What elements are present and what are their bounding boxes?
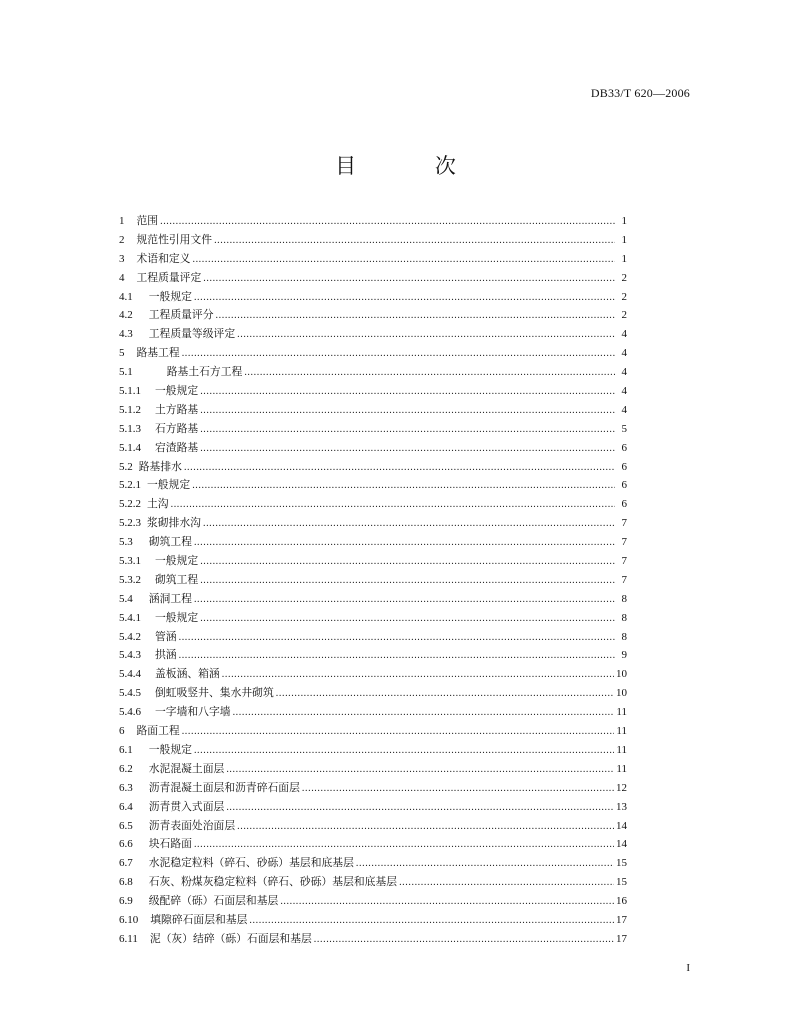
toc-entry[interactable] bbox=[119, 873, 627, 892]
toc-entry-page: 7 bbox=[621, 555, 627, 568]
toc-entry[interactable] bbox=[119, 722, 627, 741]
toc-entry-title: 一般规定 bbox=[155, 554, 199, 568]
toc-entry[interactable] bbox=[119, 552, 627, 571]
toc-entry-title: 土沟 bbox=[147, 497, 169, 511]
dot-leader bbox=[226, 799, 614, 817]
toc-entry[interactable] bbox=[119, 514, 627, 533]
toc-entry-number: 5.4.1 bbox=[119, 611, 141, 624]
toc-entry-page: 1 bbox=[621, 252, 627, 265]
toc-entry-title: 工程质量评分 bbox=[148, 308, 214, 322]
dot-leader bbox=[200, 421, 615, 439]
toc-entry-title: 路基排水 bbox=[138, 459, 182, 473]
toc-entry[interactable] bbox=[119, 646, 627, 665]
toc-entry-title: 水泥混凝土面层 bbox=[148, 761, 225, 775]
toc-entry-number: 3 bbox=[119, 252, 125, 265]
toc-entry-title: 块石路面 bbox=[148, 837, 192, 851]
toc-entry-number: 5.4.2 bbox=[119, 630, 141, 643]
toc-entry-number: 6.11 bbox=[119, 932, 138, 945]
toc-entry-page: 8 bbox=[621, 630, 627, 643]
dot-leader bbox=[244, 364, 615, 382]
toc-entry-page: 11 bbox=[616, 706, 627, 719]
toc-entry-page: 15 bbox=[616, 857, 627, 870]
toc-entry[interactable] bbox=[119, 288, 627, 307]
toc-entry-page: 6 bbox=[621, 479, 627, 492]
toc-entry-title: 路基土石方工程 bbox=[166, 365, 243, 379]
toc-entry-title: 倒虹吸竖井、集水井砌筑 bbox=[155, 686, 274, 700]
dot-leader bbox=[203, 270, 615, 288]
toc-entry[interactable] bbox=[119, 628, 627, 647]
dot-leader bbox=[200, 572, 615, 590]
toc-entry[interactable] bbox=[119, 458, 627, 477]
toc-entry-page: 11 bbox=[616, 762, 627, 775]
dot-leader bbox=[237, 326, 615, 344]
toc-entry-title: 范围 bbox=[136, 214, 159, 227]
toc-entry-title: 工程质量等级评定 bbox=[148, 327, 236, 341]
dot-leader bbox=[194, 591, 615, 609]
toc-entry-page: 10 bbox=[616, 687, 627, 700]
toc-entry-page: 6 bbox=[621, 498, 627, 511]
table-of-contents bbox=[119, 212, 627, 949]
toc-entry-title: 一字墙和八字墙 bbox=[155, 705, 231, 719]
dot-leader bbox=[182, 345, 615, 363]
toc-entry-page: 17 bbox=[616, 932, 627, 945]
dot-leader bbox=[179, 629, 615, 647]
toc-entry[interactable] bbox=[119, 382, 627, 401]
toc-entry[interactable] bbox=[119, 420, 627, 439]
dot-leader bbox=[184, 459, 615, 477]
toc-entry-page: 8 bbox=[621, 611, 627, 624]
toc-entry-page: 4 bbox=[621, 366, 627, 379]
toc-entry-page: 12 bbox=[616, 781, 627, 794]
toc-entry[interactable] bbox=[119, 231, 627, 250]
toc-entry-number: 5.1.4 bbox=[119, 441, 141, 454]
toc-entry-page: 7 bbox=[621, 573, 627, 586]
toc-entry-number: 5.4.4 bbox=[119, 668, 141, 681]
toc-entry-title: 术语和定义 bbox=[136, 251, 191, 265]
toc-entry-page: 13 bbox=[616, 800, 627, 813]
toc-entry-title: 沥青贯入式面层 bbox=[148, 799, 225, 813]
dot-leader bbox=[356, 855, 614, 873]
dot-leader bbox=[194, 836, 614, 854]
toc-entry-page: 8 bbox=[621, 592, 627, 605]
toc-entry-page: 14 bbox=[616, 819, 627, 832]
dot-leader bbox=[192, 477, 615, 495]
toc-entry-page: 10 bbox=[616, 668, 627, 681]
dot-leader bbox=[200, 440, 615, 458]
toc-entry-number: 5.1 bbox=[119, 366, 133, 379]
toc-entry-number: 6.7 bbox=[119, 857, 133, 870]
dot-leader bbox=[399, 874, 614, 892]
toc-entry[interactable] bbox=[119, 892, 627, 911]
toc-entry-title: 涵洞工程 bbox=[148, 591, 192, 605]
toc-entry-title: 填隙碎石面层和基层 bbox=[150, 912, 248, 926]
toc-entry-number: 5.1.1 bbox=[119, 385, 141, 398]
dot-leader bbox=[302, 780, 614, 798]
toc-entry-page: 4 bbox=[621, 347, 627, 360]
toc-entry-title: 一般规定 bbox=[148, 289, 192, 303]
toc-entry-page: 2 bbox=[621, 290, 627, 303]
toc-entry-title: 级配碎（砾）石面层和基层 bbox=[148, 894, 279, 908]
toc-entry-title: 石方路基 bbox=[155, 421, 199, 435]
toc-entry-number: 6.5 bbox=[119, 819, 133, 832]
dot-leader bbox=[222, 666, 614, 684]
toc-entry-page: 15 bbox=[616, 876, 627, 889]
dot-leader bbox=[179, 647, 615, 665]
toc-entry-title: 砌筑工程 bbox=[155, 572, 199, 586]
toc-entry-number: 5.3 bbox=[119, 536, 133, 549]
dot-leader bbox=[314, 931, 614, 949]
toc-entry-number: 6.8 bbox=[119, 876, 133, 889]
toc-entry-page: 11 bbox=[616, 725, 627, 738]
toc-entry-number: 6 bbox=[119, 725, 125, 738]
toc-entry-number: 6.4 bbox=[119, 800, 133, 813]
dot-leader bbox=[249, 912, 614, 930]
toc-entry[interactable] bbox=[119, 817, 627, 836]
toc-entry[interactable] bbox=[119, 798, 627, 817]
toc-entry-title: 砌筑工程 bbox=[148, 535, 192, 549]
dot-leader bbox=[237, 818, 614, 836]
toc-entry-page: 11 bbox=[616, 743, 627, 756]
dot-leader bbox=[216, 307, 615, 325]
toc-entry-page: 4 bbox=[621, 385, 627, 398]
toc-entry-page: 16 bbox=[616, 895, 627, 908]
toc-entry-title: 路面工程 bbox=[136, 724, 180, 738]
toc-entry-title: 路基工程 bbox=[136, 346, 180, 360]
toc-entry-number: 5.2.2 bbox=[119, 498, 141, 511]
toc-entry[interactable] bbox=[119, 930, 627, 949]
toc-entry-page: 7 bbox=[621, 536, 627, 549]
dot-leader bbox=[233, 704, 615, 722]
toc-entry-number: 1 bbox=[119, 215, 125, 227]
toc-entry[interactable] bbox=[119, 212, 627, 231]
toc-entry-number: 5.4.3 bbox=[119, 649, 141, 662]
toc-entry[interactable] bbox=[119, 533, 627, 552]
toc-entry[interactable] bbox=[119, 306, 627, 325]
dot-leader bbox=[214, 232, 615, 250]
toc-entry-page: 4 bbox=[621, 328, 627, 341]
toc-entry-page: 1 bbox=[621, 233, 627, 246]
toc-entry-page: 4 bbox=[621, 403, 627, 416]
toc-entry-title: 宕渣路基 bbox=[155, 440, 199, 454]
toc-entry-page: 14 bbox=[616, 838, 627, 851]
dot-leader bbox=[171, 496, 615, 514]
toc-entry-title: 石灰、粉煤灰稳定粒料（碎石、砂砾）基层和底基层 bbox=[148, 875, 398, 889]
dot-leader bbox=[276, 685, 614, 703]
dot-leader bbox=[280, 893, 614, 911]
dot-leader bbox=[194, 534, 615, 552]
toc-entry-title: 一般规定 bbox=[147, 478, 191, 492]
toc-entry-number: 6.9 bbox=[119, 895, 133, 908]
toc-entry[interactable] bbox=[119, 779, 627, 798]
dot-leader bbox=[192, 251, 615, 269]
toc-entry[interactable] bbox=[119, 250, 627, 269]
toc-entry-title: 土方路基 bbox=[155, 402, 199, 416]
toc-entry-title: 管涵 bbox=[155, 629, 177, 643]
toc-entry-title: 盖板涵、箱涵 bbox=[155, 667, 220, 681]
dot-leader bbox=[200, 610, 615, 628]
toc-entry-title: 沥青混凝土面层和沥青碎石面层 bbox=[148, 780, 300, 794]
toc-entry[interactable] bbox=[119, 760, 627, 779]
dot-leader bbox=[160, 213, 615, 231]
toc-entry-title: 一般规定 bbox=[155, 384, 199, 398]
toc-entry-title: 规范性引用文件 bbox=[136, 232, 213, 246]
toc-entry[interactable] bbox=[119, 609, 627, 628]
toc-entry-number: 2 bbox=[119, 233, 125, 246]
toc-entry-title: 泥（灰）结碎（砾）石面层和基层 bbox=[149, 931, 312, 945]
toc-entry-title: 水泥稳定粒料（碎石、砂砾）基层和底基层 bbox=[148, 856, 354, 870]
dot-leader bbox=[226, 761, 614, 779]
page-number: I bbox=[686, 962, 690, 974]
toc-entry-page: 6 bbox=[621, 460, 627, 473]
toc-entry-page: 2 bbox=[621, 271, 627, 284]
dot-leader bbox=[182, 723, 615, 741]
toc-entry-number: 5.4 bbox=[119, 592, 133, 605]
toc-entry-number: 5 bbox=[119, 347, 125, 360]
toc-entry[interactable] bbox=[119, 495, 627, 514]
toc-entry-title: 拱涵 bbox=[155, 648, 177, 662]
page-title: 目 次 bbox=[335, 154, 492, 178]
toc-entry[interactable] bbox=[119, 439, 627, 458]
toc-entry-title: 浆砌排水沟 bbox=[147, 516, 201, 530]
toc-entry-page: 7 bbox=[621, 517, 627, 530]
toc-entry-number: 5.1.2 bbox=[119, 403, 141, 416]
toc-entry[interactable] bbox=[119, 344, 627, 363]
toc-entry-page: 1 bbox=[621, 215, 627, 227]
toc-entry-number: 6.2 bbox=[119, 762, 133, 775]
toc-entry-number: 4.3 bbox=[119, 328, 133, 341]
toc-entry-number: 5.2 bbox=[119, 460, 133, 473]
toc-entry-title: 一般规定 bbox=[148, 742, 192, 756]
toc-entry-number: 5.2.1 bbox=[119, 479, 141, 492]
dot-leader bbox=[200, 383, 615, 401]
toc-entry-page: 5 bbox=[621, 422, 627, 435]
toc-entry-title: 一般规定 bbox=[155, 610, 199, 624]
dot-leader bbox=[203, 515, 615, 533]
toc-entry[interactable] bbox=[119, 854, 627, 873]
toc-entry-number: 4.2 bbox=[119, 309, 133, 322]
toc-entry[interactable] bbox=[119, 401, 627, 420]
toc-entry[interactable] bbox=[119, 590, 627, 609]
toc-entry-number: 4 bbox=[119, 271, 125, 284]
toc-entry-number: 5.4.5 bbox=[119, 687, 141, 700]
toc-entry-number: 5.1.3 bbox=[119, 422, 141, 435]
toc-entry-number: 5.4.6 bbox=[119, 706, 141, 719]
toc-entry-title: 沥青表面处治面层 bbox=[148, 818, 236, 832]
toc-entry-number: 6.1 bbox=[119, 743, 133, 756]
toc-entry-number: 5.2.3 bbox=[119, 517, 141, 530]
toc-entry-number: 5.3.2 bbox=[119, 573, 141, 586]
dot-leader bbox=[194, 289, 615, 307]
toc-entry[interactable] bbox=[119, 684, 627, 703]
toc-entry-page: 9 bbox=[621, 649, 627, 662]
toc-entry-page: 17 bbox=[616, 913, 627, 926]
toc-entry[interactable] bbox=[119, 835, 627, 854]
toc-entry-number: 4.1 bbox=[119, 290, 133, 303]
toc-entry-page: 6 bbox=[621, 441, 627, 454]
standard-code: DB33/T 620—2006 bbox=[590, 86, 690, 100]
toc-entry[interactable] bbox=[119, 363, 627, 382]
toc-entry-number: 6.10 bbox=[119, 913, 139, 926]
toc-entry[interactable] bbox=[119, 476, 627, 495]
dot-leader bbox=[200, 402, 615, 420]
toc-entry[interactable] bbox=[119, 325, 627, 344]
toc-entry[interactable] bbox=[119, 665, 627, 684]
toc-entry[interactable] bbox=[119, 741, 627, 760]
dot-leader bbox=[194, 742, 614, 760]
toc-entry-number: 5.3.1 bbox=[119, 555, 141, 568]
toc-entry-page: 2 bbox=[621, 309, 627, 322]
toc-entry[interactable] bbox=[119, 571, 627, 590]
toc-entry[interactable] bbox=[119, 269, 627, 288]
dot-leader bbox=[200, 553, 615, 571]
toc-entry[interactable] bbox=[119, 911, 627, 930]
toc-entry-number: 6.6 bbox=[119, 838, 133, 851]
toc-entry-number: 6.3 bbox=[119, 781, 133, 794]
toc-entry[interactable] bbox=[119, 703, 627, 722]
toc-entry-title: 工程质量评定 bbox=[136, 270, 202, 284]
